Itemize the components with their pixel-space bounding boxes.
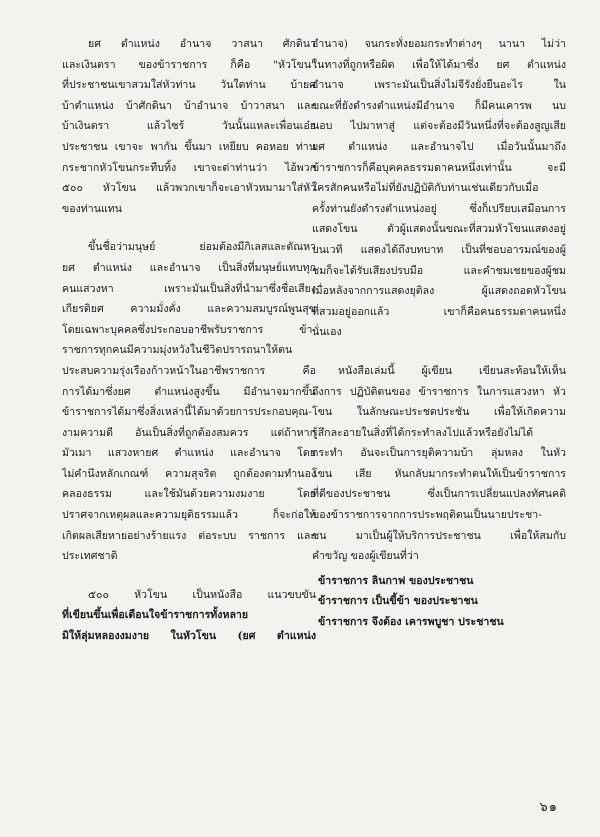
text-line: การได้มาซึ่งยศ ตำแหน่งสูงขึ้น มีอำนาจมากขึ้น bbox=[62, 385, 316, 398]
text-line: ข้าราชการได้มาซึ่งสิ่งเหล่านี้ได้มาด้วยการประกอบคุณ- bbox=[62, 406, 312, 419]
text-line: ไม่คำนึงหลักเกณฑ์ ความสุจริต ถูกต้องตามทำนอง bbox=[62, 467, 316, 480]
text-line: ประสบความรุ่งเรืองก้าวหน้าในอาชีพราชการ คือ bbox=[62, 364, 316, 377]
text-line: ราชการทุกคนมีความมุ่งหวังในชีวิตปรารถนาให้ตน bbox=[62, 344, 293, 357]
text-line: ๕๐๐ หัวโขน เป็นหนังสือ แนวขบขัน bbox=[88, 588, 316, 601]
text-line: กระทำ อันจะเป็นการยุติความบ้า ลุ่มหลง ในหัว bbox=[312, 447, 566, 460]
paragraph bbox=[62, 237, 316, 567]
text-line: อำนาจ) จนกระทั่งยอมกระทำต่างๆ นานา ไม่ว่า bbox=[312, 38, 566, 50]
text-line: ยศ ตำแหน่ง และอำนาจไป เมื่อวันนั้นมาถึง bbox=[312, 140, 566, 153]
text-line: ของข้าราชการจากการประพฤติตนเป็นนายประชา- bbox=[312, 509, 542, 522]
text-line: ชน มาเป็นผู้ให้บริการประชาชน เพื่อให้สมกับ bbox=[312, 529, 566, 542]
closing-slogans bbox=[312, 571, 566, 633]
text-line: บนเวที แสดงได้ถึงบทบาท เป็นที่ชอบอารมณ์ของผู้ bbox=[312, 243, 566, 256]
text-line: โขน ในลักษณะประชดประชัน เพื่อให้เกิดความ bbox=[312, 406, 566, 419]
left-column bbox=[62, 34, 316, 647]
text-line: ถึงการ ปฏิบัติตนของ ข้าราชการ ในการแสวงหา หัว bbox=[312, 385, 566, 398]
page-number: ๖๑ bbox=[539, 800, 558, 815]
text-line: ประชาชน เขาจะ พากัน ขึ้นมา เหยียบ คอหอย ท่าน bbox=[62, 140, 316, 153]
text-line: ที่ประชาชนเขาสวมใส่หัวท่าน วันใดท่าน บ้ายศ bbox=[62, 79, 316, 92]
text-line: ยศ ตำแหน่ง และอำนาจ เป็นสิ่งที่มนุษย์แทบทุก bbox=[62, 261, 316, 274]
paragraph bbox=[312, 361, 566, 567]
text-line: คนแสวงหา เพราะมันเป็นสิ่งที่นำมาซึ่งชื่อเสียง bbox=[62, 282, 316, 295]
text-line: บ้าตำแหน่ง บ้าศักดินา บ้าอำนาจ บ้าวาสนา และ bbox=[62, 99, 316, 112]
paragraph bbox=[312, 34, 566, 343]
text-line: ที่ดีของประชาชน ซึ่งเป็นการเปลี่ยนแปลงทัศนคติ bbox=[312, 488, 566, 501]
slogan-line: ข้าราชการ เป็นขี้ข้า ของประชาชน bbox=[318, 595, 478, 608]
text-line: บ้าเงินตรา แล้วไซร้ วันนั้นแหละเพื่อนเอ๋ย bbox=[62, 120, 316, 133]
text-line: คำขวัญ ของผู้เขียนที่ว่า bbox=[312, 550, 419, 563]
text-line: มัวเมา แสวงหายศ ตำแหน่ง และอำนาจ โดย bbox=[62, 447, 316, 460]
text-line: ของท่านแทน bbox=[62, 202, 123, 215]
text-line: นั่นเอง bbox=[312, 326, 342, 339]
text-line: ที่เขียนขึ้นเพื่อเตือนใจข้าราชการทั้งหลาย bbox=[62, 609, 249, 622]
text-line: งามความดี อันเป็นสิ่งที่ถูกต้องสมควร แต่ถ้าหาก bbox=[62, 426, 316, 439]
paragraph bbox=[62, 34, 316, 219]
text-line: มิให้ลุ่มหลองงมงาย ในหัวโขน (ยศ ตำแหน่ง bbox=[62, 630, 316, 643]
text-line: นอบ ไปมาหาสู่ แต่จะต้องมีวันหนึ่งที่จะต้องสูญเสีย bbox=[312, 120, 566, 133]
text-line: ในทางที่ถูกหรือผิด เพื่อให้ได้มาซึ่ง ยศ ตำแหน่ง bbox=[312, 58, 566, 71]
text-line: โดยเฉพาะบุคคลซึ่งประกอบอาชีพรับราชการ ข้า- bbox=[62, 323, 316, 336]
text-line: หนังสือเล่มนี้ ผู้เขียน เขียนสะท้อนให้เห็น bbox=[338, 364, 566, 377]
text-line: ยศ ตำแหน่ง อำนาจ วาสนา ศักดินา bbox=[88, 38, 316, 50]
text-line: ข้าราชการก็คือบุคคลธรรมดาคนหนึ่งเท่านั้น จะมี bbox=[312, 161, 566, 174]
text-line: และเงินตรา ของข้าราชการ ก็คือ "หัวโขน" bbox=[62, 58, 316, 71]
text-line: คลองธรรม และใช้มันด้วยความงมงาย โดย bbox=[62, 488, 316, 501]
slogan-line: ข้าราชการ ลินกาฟ ของประชาชน bbox=[318, 574, 474, 587]
text-line: ชมก็จะได้รับเสียงปรบมือ และคำชมเชยของผู้ชม bbox=[312, 264, 566, 277]
text-line: โขน เสีย หันกลับมากระทำตนให้เป็นข้าราชการ bbox=[312, 467, 566, 480]
text-line: ประเทศชาติ bbox=[62, 550, 118, 563]
text-line: ๕๐๐ หัวโขน แล้วพวกเขาก็จะเอาหัวหมามาใส่หัว bbox=[62, 182, 316, 195]
paragraph bbox=[62, 585, 316, 647]
text-line: กระชากหัวโขนกระทืบทิ้ง เขาจะด่าท่านว่า ไอ้พวก bbox=[62, 161, 316, 174]
text-line: เมื่อหลังจากการแสดงยุติลง ผู้แสดงถอดหัวโขน bbox=[312, 285, 566, 298]
slogan-line: ข้าราชการ จึงต้อง เคารพบูชา ประชาชน bbox=[318, 616, 504, 629]
text-line: ครั้งท่านยังดำรงตำแหน่งอยู่ ซึ่งก็เปรียบเสมือนการ bbox=[312, 202, 566, 215]
text-line: ที่สวมอยู่ออกแล้ว เขาก็คือคนธรรมดาคนหนึ่ง bbox=[312, 305, 566, 318]
text-line: ขณะที่ยังดำรงตำแหน่งมีอำนาจ ก็มีคนเคารพ นบ bbox=[312, 99, 566, 112]
text-line: เกิดผลเสียหายอย่างร้ายแรง ต่อระบบ ราชการ และ bbox=[62, 529, 316, 542]
text-line: แสดงโขน ตัวผู้แสดงนั้นขณะที่สวมหัวโขนแสดงอยู่ bbox=[312, 223, 566, 236]
text-line: เกียรติยศ ความมั่งคั่ง และความสมบูรณ์พูนสุข bbox=[62, 303, 316, 316]
text-line: อำนาจ เพราะมันเป็นสิ่งไม่จีรังยั่งยืนอะไร ใน bbox=[312, 79, 566, 92]
text-line: รู้สึกละอายในสิ่งที่ได้กระทำลงไปแล้วหรือยังไม่ได้ bbox=[312, 426, 534, 439]
text-line: ใครสักคนหรือไม่ที่ยังปฏิบัติกับท่านเช่นเดียวกับเมื่อ bbox=[312, 182, 539, 195]
text-line: ขึ้นชื่อว่ามนุษย์ ย่อมต้องมีกิเลสและตัณหา bbox=[88, 241, 316, 254]
right-column bbox=[312, 34, 566, 633]
text-line: ปราศจากเหตุผลและความยุติธรรมแล้ว ก็จะก่อให้ bbox=[62, 509, 316, 522]
